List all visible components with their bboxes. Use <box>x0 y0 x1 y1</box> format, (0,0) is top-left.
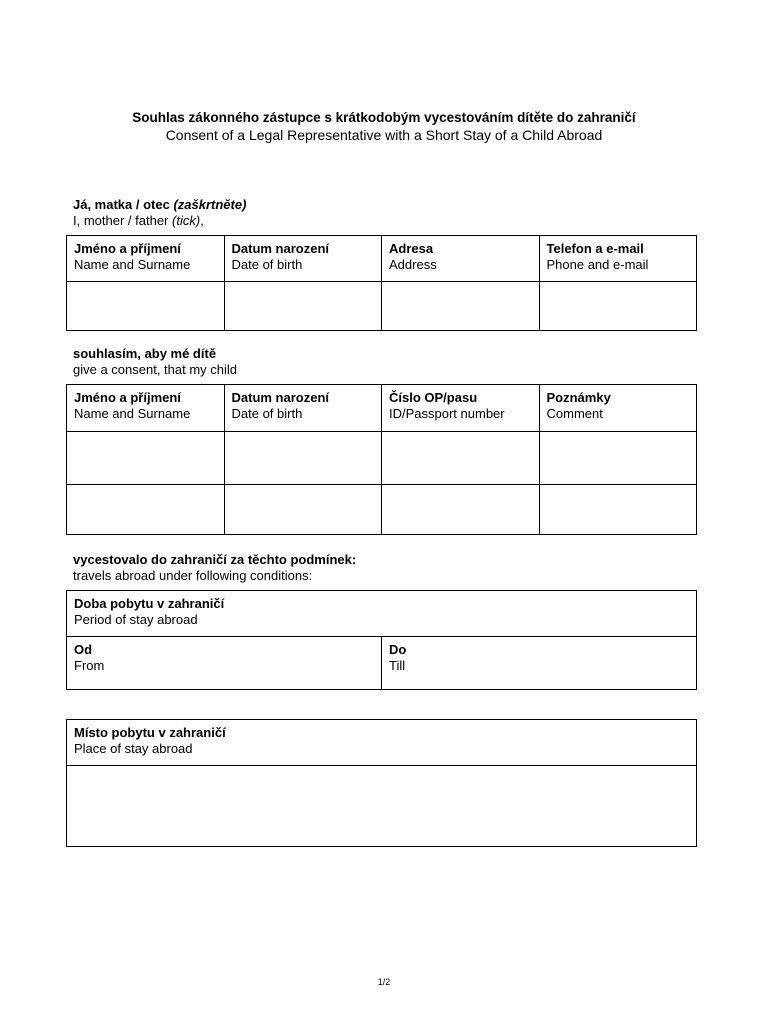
page-number: 1/2 <box>377 977 391 987</box>
child-name-cell[interactable] <box>67 432 225 485</box>
child-table-header <box>67 385 697 432</box>
child-name-cell[interactable] <box>67 485 225 535</box>
parent-table-header <box>67 236 697 282</box>
parent-address-cell[interactable] <box>382 282 540 331</box>
parent-col-phone: Telefon a e-mail Phone and e-mail <box>539 236 697 282</box>
title-english: Consent of a Legal Representative with a Short Stay of a Child Abroad <box>165 127 603 143</box>
section3-label-en: travels abroad under following conditions: <box>73 568 313 583</box>
child-entry-row-1[interactable] <box>67 432 697 485</box>
child-comment-cell[interactable] <box>539 485 697 535</box>
child-id-cell[interactable] <box>382 485 540 535</box>
child-dob-cell[interactable] <box>224 432 382 485</box>
child-id-cell[interactable] <box>382 432 540 485</box>
parent-col-dob: Datum narození Date of birth <box>224 236 382 282</box>
section3-label <box>73 552 356 584</box>
parent-dob-cell[interactable] <box>224 282 382 331</box>
child-entry-row-2[interactable] <box>67 485 697 535</box>
parent-phone-cell[interactable] <box>539 282 697 331</box>
stay-period-table <box>66 590 697 690</box>
till-field[interactable]: Do Till <box>382 637 697 690</box>
section1-label-en: I, mother / father (tick), <box>73 213 204 228</box>
section1-label <box>73 197 246 229</box>
child-col-dob: Datum narození Date of birth <box>224 385 382 432</box>
stay-place-header <box>67 720 697 766</box>
stay-period-row <box>67 637 697 690</box>
child-dob-cell[interactable] <box>224 485 382 535</box>
parent-table <box>66 235 697 331</box>
section3-label-cz: vycestovalo do zahraničí za těchto podmínek: <box>73 552 357 567</box>
child-col-comment: Poznámky Comment <box>539 385 697 432</box>
child-table <box>66 384 697 535</box>
parent-name-cell[interactable] <box>67 282 225 331</box>
section2-label-en: give a consent, that my child <box>73 362 238 377</box>
stay-place-field[interactable] <box>67 766 697 847</box>
child-col-id: Číslo OP/pasu ID/Passport number <box>382 385 540 432</box>
section2-label <box>73 346 237 378</box>
stay-place-table <box>66 719 697 847</box>
parent-entry-row[interactable] <box>67 282 697 331</box>
from-field[interactable]: Od From <box>67 637 382 690</box>
stay-place-title: Místo pobytu v zahraničí Place of stay abroad <box>67 720 697 766</box>
stay-period-title: Doba pobytu v zahraničí Period of stay abroad <box>67 591 697 637</box>
stay-period-header <box>67 591 697 637</box>
parent-col-address: Adresa Address <box>382 236 540 282</box>
section1-label-cz: Já, matka / otec (zaškrtněte) <box>73 197 247 212</box>
parent-col-name: Jméno a příjmení Name and Surname <box>67 236 225 282</box>
child-comment-cell[interactable] <box>539 432 697 485</box>
title-czech: Souhlas zákonného zástupce s krátkodobým vycestováním dítěte do zahraničí <box>132 110 636 125</box>
stay-place-row[interactable] <box>67 766 697 847</box>
child-col-name: Jméno a příjmení Name and Surname <box>67 385 225 432</box>
section2-label-cz: souhlasím, aby mé dítě <box>73 346 217 361</box>
